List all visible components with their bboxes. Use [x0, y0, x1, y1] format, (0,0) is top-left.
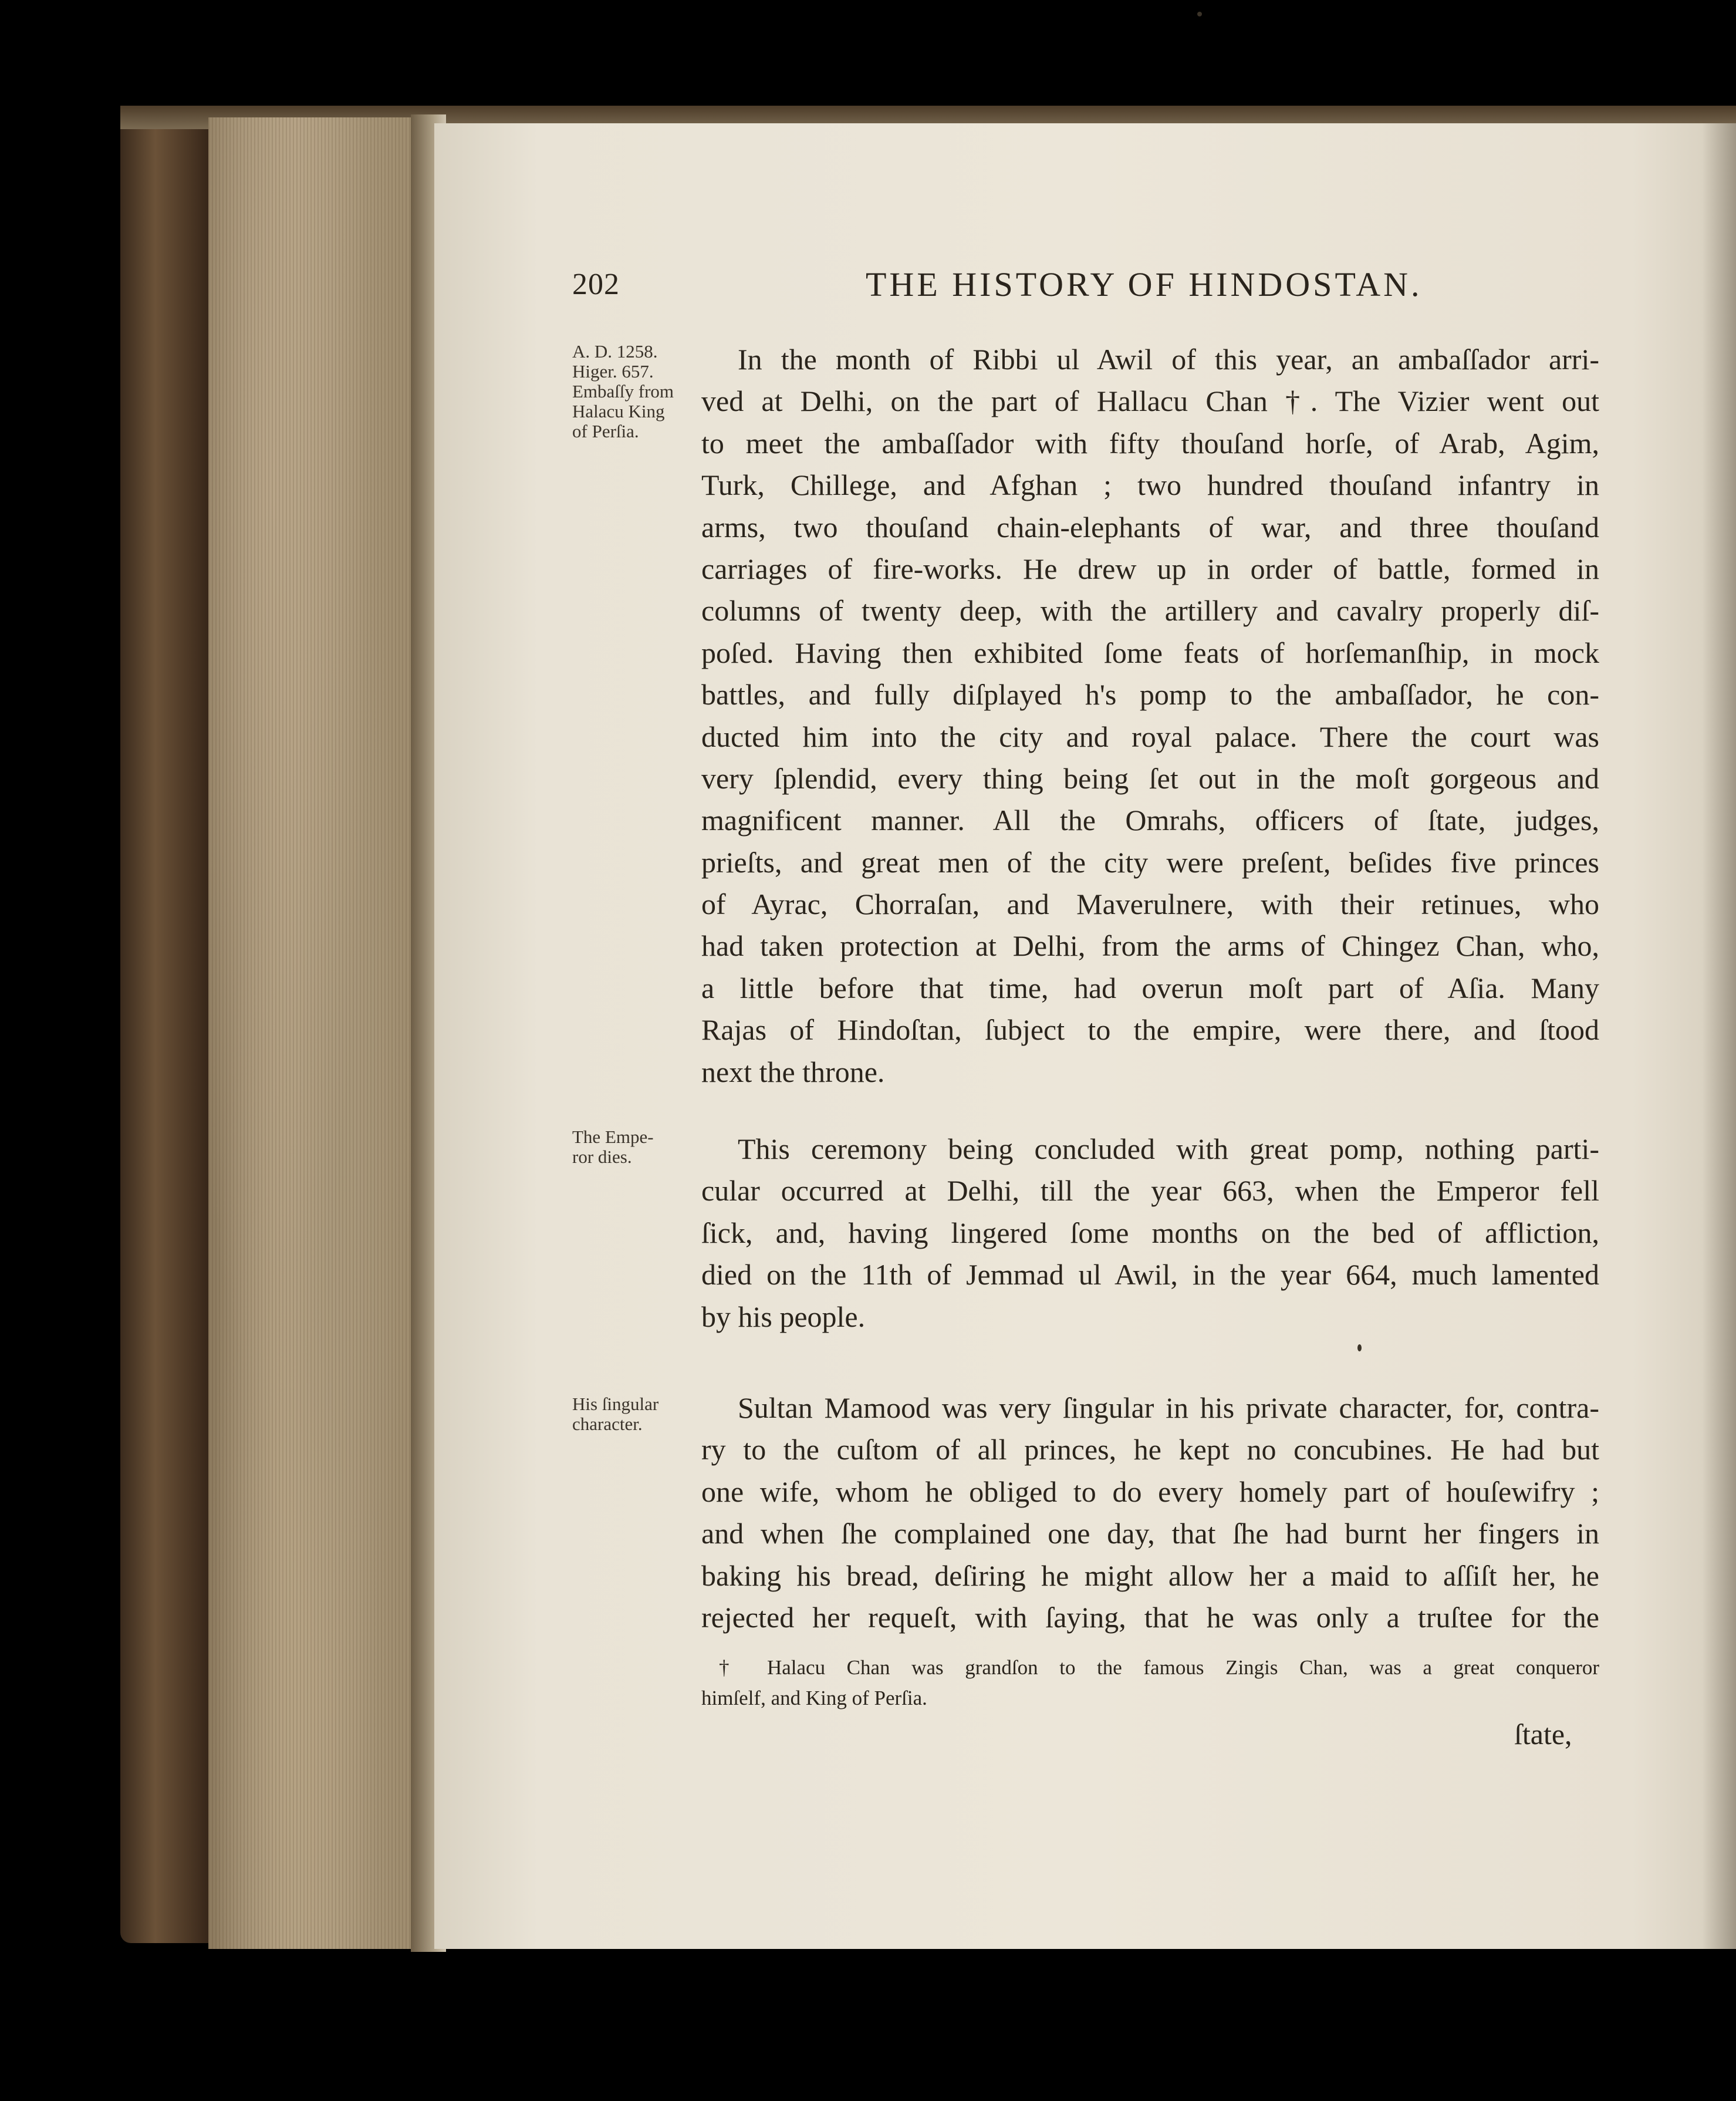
margin-note-line: character. [572, 1414, 643, 1434]
page-header [572, 267, 1593, 314]
text-line: ſick, and, having lingered ſome months on the bed of affliction, [701, 1216, 1599, 1249]
catchword: ſtate, [1514, 1718, 1572, 1751]
text-line: ved at Delhi, on the part of Hallacu Chan †. The Vizier went out [701, 385, 1599, 418]
text-line: rejected her requeſt, with ſaying, that he was only a truſtee for the [701, 1600, 1599, 1634]
margin-note-line: ror dies. [572, 1146, 632, 1167]
margin-note-line: A. D. 1258. [572, 341, 658, 362]
text-line: columns of twenty deep, with the artillery and cavalry properly diſ- [701, 594, 1599, 628]
text-line: one wife, whom he obliged to do every homely part of houſewifry ; [701, 1475, 1599, 1508]
text-line: Sultan Mamood was very ſingular in his private character, for, contra- [738, 1391, 1599, 1424]
margin-note-line: Embaſſy from [572, 381, 674, 402]
text-line: arms, two thouſand chain-elephants of war, and three thouſand [701, 510, 1599, 544]
text-line: magnificent manner. All the Omrahs, officers of ſtate, judges, [701, 804, 1599, 837]
text-line: baking his bread, deſiring he might allow her a maid to aſſiſt her, he [701, 1559, 1599, 1592]
footnote [701, 1653, 1599, 1714]
text-line: had taken protection at Delhi, from the arms of Chingez Chan, who, [701, 929, 1599, 963]
book-cover-edge [120, 106, 220, 1943]
text-line: a little before that time, had overun moſt part of Aſia. Many [701, 971, 1599, 1004]
text-line: of Ayrac, Chorraſan, and Maverulnere, with their retinues, who [701, 888, 1599, 921]
text-line: by his people. [701, 1300, 866, 1333]
text-line: and when ſhe complained one day, that ſhe had burnt her fingers in [701, 1517, 1599, 1550]
text-line: Rajas of Hindoſtan, ſubject to the empire, were there, and ſtood [701, 1013, 1599, 1047]
dust-speck [1197, 12, 1202, 16]
ink-speck [1357, 1344, 1362, 1351]
text-line: ducted him into the city and royal palace. There the court was [701, 720, 1599, 753]
text-line: Turk, Chillege, and Afghan ; two hundred thouſand infantry in [701, 468, 1599, 502]
text-line: to meet the ambaſſador with fifty thouſand horſe, of Arab, Agim, [701, 426, 1599, 460]
page-number: 202 [572, 268, 620, 301]
text-line: died on the 11th of Jemmad ul Awil, in the year 664, much lamented [701, 1258, 1599, 1291]
margin-note-date-embassy [572, 342, 698, 441]
margin-note-emperor-dies [572, 1127, 698, 1167]
text-line: This ceremony being concluded with great pomp, nothing parti- [738, 1132, 1599, 1165]
page-fore-edge [208, 117, 425, 1949]
text-line: carriages of fire-works. He drew up in order of battle, formed in [701, 552, 1599, 585]
margin-note-line: Halacu King [572, 401, 665, 421]
paragraph-emperor-dies [701, 1128, 1599, 1338]
paragraph-singular-character [701, 1387, 1599, 1638]
text-line: poſed. Having then exhibited ſome feats of horſemanſhip, in mock [701, 636, 1599, 669]
footnote-line: himſelf, and King of Perſia. [701, 1687, 927, 1709]
text-line: very ſplendid, every thing being ſet out in the moſt gorgeous and [701, 761, 1599, 795]
running-head: THE HISTORY OF HINDOSTAN. [866, 265, 1423, 303]
text-line: In the month of Ribbi ul Awil of this year, an ambaſſador arri- [738, 343, 1599, 376]
margin-note-singular-character [572, 1394, 698, 1434]
text-line: next the throne. [701, 1055, 885, 1088]
margin-note-line: The Empe- [572, 1127, 654, 1147]
text-line: cular occurred at Delhi, till the year 663, when the Emperor fell [701, 1174, 1599, 1208]
page-edge-shadow [1702, 123, 1736, 1949]
text-line: prieſts, and great men of the city were preſent, beſides five princes [701, 845, 1599, 879]
margin-note-line: Higer. 657. [572, 361, 654, 382]
text-line: ry to the cuſtom of all princes, he kept no concubines. He had but [701, 1433, 1599, 1466]
paragraph-embassy [701, 339, 1599, 1093]
margin-note-line: of Perſia. [572, 421, 639, 441]
text-line: battles, and fully diſplayed h's pomp to the ambaſſador, he con- [701, 678, 1599, 711]
footnote-line: † Halacu Chan was grandſon to the famous Zingis Chan, was a great conqueror [719, 1656, 1599, 1679]
margin-note-line: His ſingular [572, 1394, 659, 1414]
